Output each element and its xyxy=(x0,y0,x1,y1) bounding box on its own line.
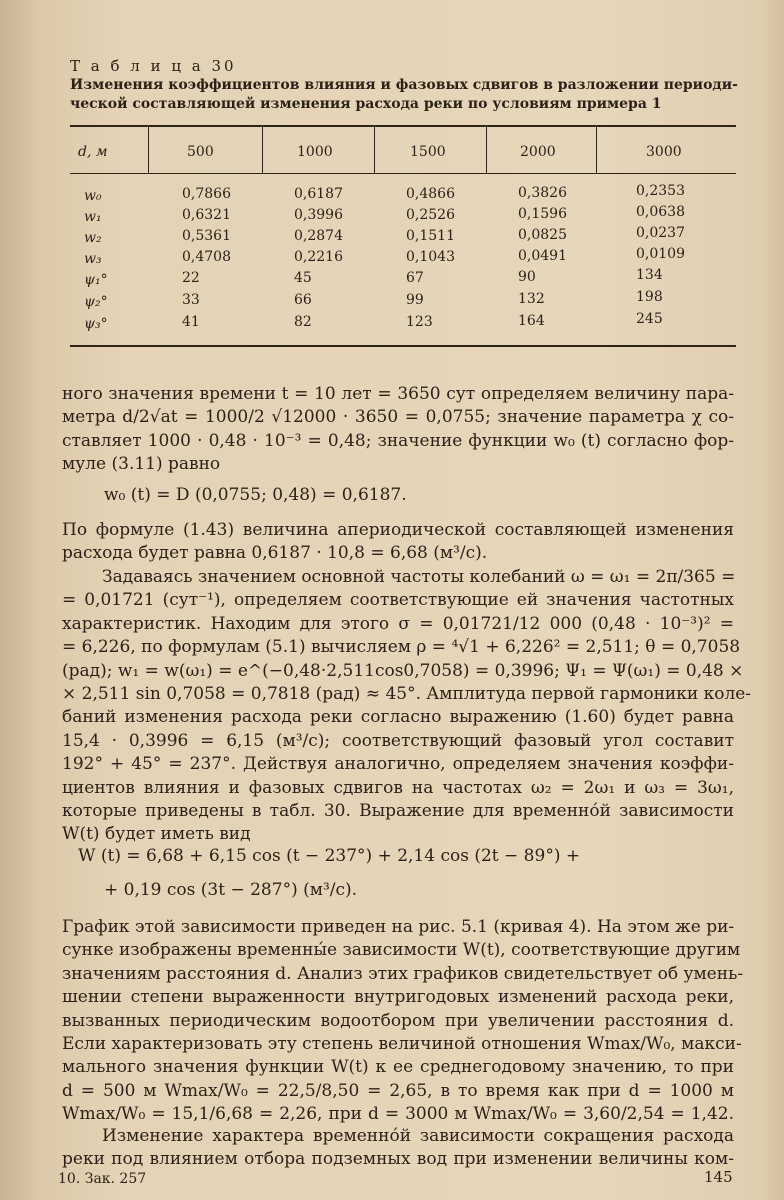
equation-W-line1: W (t) = 6,68 + 6,15 cos (t − 237°) + 2,14 cos (2t − 89°) + xyxy=(78,846,581,866)
table-header-1000: 1000 xyxy=(297,144,333,160)
table-cell: 0,3826 xyxy=(518,185,567,201)
table-row-label: w₀ xyxy=(84,188,102,204)
page-number: 145 xyxy=(704,1168,733,1186)
text-line: циентов влияния и фазовых сдвигов на частотах ω₂ = 2ω₁ и ω₃ = 3ω₁, xyxy=(62,777,734,798)
text-line: (рад); w₁ = w(ω₁) = e^(−0,48·2,511cos0,7058) = 0,3996; Ψ₁ = Ψ(ω₁) = 0,48 × xyxy=(62,660,744,681)
table-cell: 0,7866 xyxy=(182,186,231,202)
text-line: По формуле (1.43) величина апериодической составляющей изменения xyxy=(62,520,734,540)
table-top-rule xyxy=(70,125,736,127)
table-cell: 0,0491 xyxy=(518,248,567,264)
table-cell: 66 xyxy=(294,292,312,308)
table-header-d: d, м xyxy=(78,144,108,160)
table-cell: 0,0237 xyxy=(636,225,685,241)
text-line: ставляет 1000 · 0,48 · 10⁻³ = 0,48; значение функции w₀ (t) согласно фор- xyxy=(62,430,734,451)
table-cell: 33 xyxy=(182,292,200,308)
equation-W-line2: + 0,19 cos (3t − 287°) (м³/с). xyxy=(104,880,358,900)
text-line: вызванных периодическим водоотбором при увеличении расстояния d. xyxy=(62,1010,734,1031)
table-cell: 0,2526 xyxy=(406,207,455,223)
paragraph-3 xyxy=(62,566,752,847)
text-line: = 0,01721 (сут⁻¹), определяем соответствующие ей значения частотных xyxy=(62,590,734,611)
table-cell: 41 xyxy=(182,314,200,330)
table-cell: 0,1511 xyxy=(406,228,455,244)
table-row-label: ψ₁° xyxy=(84,272,108,288)
paragraph-4 xyxy=(62,916,744,1127)
table-cell: 198 xyxy=(636,289,663,305)
text-line: Если характеризовать эту степень величиной отношения Wmax/W₀, макси- xyxy=(62,1034,742,1055)
text-line: расхода будет равна 0,6187 · 10,8 = 6,68 (м³/с). xyxy=(62,543,488,564)
table-row-label: w₁ xyxy=(84,209,102,225)
table-bottom-rule xyxy=(70,345,736,347)
text-line: Задаваясь значением основной частоты колебаний ω = ω₁ = 2π/365 = xyxy=(102,567,736,587)
table-title-line: Изменения коэффициентов влияния и фазовых сдвигов в разложении периоди- xyxy=(70,77,738,93)
table-cell: 22 xyxy=(182,270,200,286)
table-cell: 0,0825 xyxy=(518,227,567,243)
text-line: 15,4 · 0,3996 = 6,15 (м³/с); соответствующий фазовый угол составит xyxy=(62,730,734,751)
table-header-2000: 2000 xyxy=(520,144,556,160)
table-row-label: w₂ xyxy=(84,230,102,246)
table-cell: 0,4866 xyxy=(406,186,455,202)
text-line: значениям расстояния d. Анализ этих графиков свидетельствует об умень- xyxy=(62,963,744,984)
table-cell: 0,0109 xyxy=(636,246,685,262)
table-column-divider xyxy=(262,127,263,173)
table-title-line: ческой составляющей изменения расхода реки по условиям примера 1 xyxy=(70,96,662,112)
table-header-1500: 1500 xyxy=(410,144,446,160)
text-line: мального значения функции W(t) к ее среднегодовому значению, то при xyxy=(62,1057,734,1078)
table-column-divider xyxy=(374,127,375,173)
text-line: баний изменения расхода реки согласно выражению (1.60) будет равна xyxy=(62,707,734,728)
table-header-500: 500 xyxy=(187,144,214,160)
table-cell: 0,1043 xyxy=(406,249,455,265)
paragraph-2 xyxy=(62,519,734,566)
text-line: Wmax/W₀ = 15,1/6,68 = 2,26, при d = 3000 м Wmax/W₀ = 3,60/2,54 = 1,42. xyxy=(62,1104,734,1125)
table-cell: 245 xyxy=(636,311,663,327)
table-cell: 0,3996 xyxy=(294,207,343,223)
paragraph-5 xyxy=(62,1125,734,1172)
table-cell: 0,2216 xyxy=(294,249,343,265)
table-column-divider xyxy=(486,127,487,173)
print-order-note: 10. Зак. 257 xyxy=(58,1171,147,1187)
text-line: которые приведены в табл. 30. Выражение для временно́й зависимости xyxy=(62,801,734,822)
text-line: реки под влиянием отбора подземных вод при изменении величины ком- xyxy=(62,1149,734,1170)
table-row-label: ψ₂° xyxy=(84,294,108,310)
text-line: ного значения времени t = 10 лет = 3650 сут определяем величину пара- xyxy=(62,384,734,404)
table-label: Т а б л и ц а 30 xyxy=(70,57,237,75)
table-cell: 0,6321 xyxy=(182,207,231,223)
text-line: d = 500 м Wmax/W₀ = 22,5/8,50 = 2,65, в то время как при d = 1000 м xyxy=(62,1080,734,1101)
equation-w0: w₀ (t) = D (0,0755; 0,48) = 0,6187. xyxy=(104,485,407,505)
table-cell: 90 xyxy=(518,269,536,285)
table-cell: 0,0638 xyxy=(636,204,685,220)
paragraph-1 xyxy=(62,383,734,477)
table-cell: 0,4708 xyxy=(182,249,231,265)
table-cell: 99 xyxy=(406,292,424,308)
table-column-divider xyxy=(148,127,149,173)
text-line: График этой зависимости приведен на рис. 5.1 (кривая 4). На этом же ри- xyxy=(62,917,735,937)
table-title xyxy=(70,76,738,114)
table-cell: 164 xyxy=(518,313,545,329)
text-line: характеристик. Находим для этого σ = 0,01721/12 000 (0,48 · 10⁻³)² = xyxy=(62,613,734,634)
table-cell: 123 xyxy=(406,314,433,330)
table-cell: 0,1596 xyxy=(518,206,567,222)
table-column-divider xyxy=(596,127,597,173)
table-cell: 82 xyxy=(294,314,312,330)
text-line: 192° + 45° = 237°. Действуя аналогично, определяем значения коэффи- xyxy=(62,754,734,775)
table-cell: 67 xyxy=(406,270,424,286)
table-cell: 0,6187 xyxy=(294,186,343,202)
table-cell: 0,5361 xyxy=(182,228,231,244)
table-header-3000: 3000 xyxy=(646,144,682,160)
table-cell: 132 xyxy=(518,291,545,307)
text-line: муле (3.11) равно xyxy=(62,454,221,475)
text-line: W(t) будет иметь вид xyxy=(62,824,251,845)
table-cell: 45 xyxy=(294,270,312,286)
table-cell: 0,2874 xyxy=(294,228,343,244)
text-line: × 2,511 sin 0,7058 = 0,7818 (рад) ≈ 45°. Амплитуда первой гармоники коле- xyxy=(62,684,752,705)
text-line: сунке изображены временны́е зависимости W(t), соответствующие другим xyxy=(62,940,741,961)
table-cell: 134 xyxy=(636,267,663,283)
table-row-label: ψ₃° xyxy=(84,316,108,332)
text-line: = 6,226, по формулам (5.1) вычисляем ρ = ⁴√1 + 6,226² = 2,511; θ = 0,7058 xyxy=(62,637,741,658)
text-line: метра d/2√at = 1000/2 √12000 · 3650 = 0,0755; значение параметра χ со- xyxy=(62,407,734,428)
text-line: Изменение характера временно́й зависимости сокращения расхода xyxy=(102,1126,734,1146)
table-row-label: w₃ xyxy=(84,251,102,267)
table-header-rule xyxy=(70,173,736,174)
table-cell: 0,2353 xyxy=(636,183,685,199)
text-line: шении степени выраженности внутригодовых изменений расхода реки, xyxy=(62,987,734,1008)
